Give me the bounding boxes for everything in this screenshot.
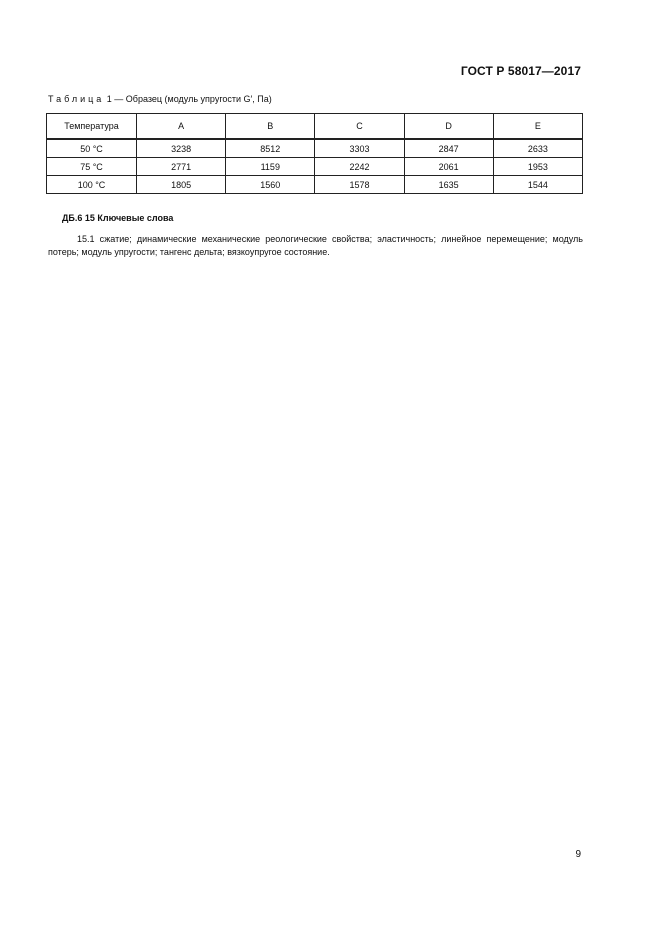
- table-row: [47, 176, 583, 194]
- table-caption: [48, 94, 272, 104]
- table-cell: 3303: [315, 139, 404, 158]
- table-header-row: [47, 114, 583, 140]
- section-heading-keywords: ДБ.6 15 Ключевые слова: [62, 213, 174, 223]
- keywords-paragraph: 15.1 сжатие; динамические механические реологические свойства; эластичность; линейное перемещение; модуль потерь; модуль упругости; тангенс дельта; вязкоупругое состояние.: [48, 234, 583, 257]
- document-standard-number: ГОСТ Р 58017—2017: [460, 64, 581, 78]
- table-caption-title: 1 — Образец (модуль упругости G′, Па): [104, 94, 272, 104]
- table-cell: 2061: [404, 158, 493, 176]
- table-cell: 8512: [226, 139, 315, 158]
- header-cell-temperature: Температура: [47, 114, 137, 140]
- table-caption-label: Таблица: [48, 94, 105, 104]
- table-row: [47, 158, 583, 176]
- table-cell-temperature: 50 °С: [47, 139, 137, 158]
- table-cell: 2633: [493, 139, 582, 158]
- table-cell: 1560: [226, 176, 315, 194]
- table-cell: 2771: [137, 158, 226, 176]
- header-cell-a: A: [137, 114, 226, 140]
- table-cell: 2847: [404, 139, 493, 158]
- table-cell: 1805: [137, 176, 226, 194]
- table-cell: 3238: [137, 139, 226, 158]
- header-cell-b: B: [226, 114, 315, 140]
- elastic-modulus-table: [46, 113, 583, 194]
- table-cell-temperature: 100 °С: [47, 176, 137, 194]
- page-number: 9: [575, 849, 581, 860]
- header-cell-c: C: [315, 114, 404, 140]
- table-cell: 1635: [404, 176, 493, 194]
- table-cell: 1578: [315, 176, 404, 194]
- table-row: [47, 139, 583, 158]
- table-cell: 1544: [493, 176, 582, 194]
- table-cell: 1953: [493, 158, 582, 176]
- header-cell-e: E: [493, 114, 582, 140]
- header-cell-d: D: [404, 114, 493, 140]
- table-cell-temperature: 75 °С: [47, 158, 137, 176]
- table-cell: 1159: [226, 158, 315, 176]
- table-cell: 2242: [315, 158, 404, 176]
